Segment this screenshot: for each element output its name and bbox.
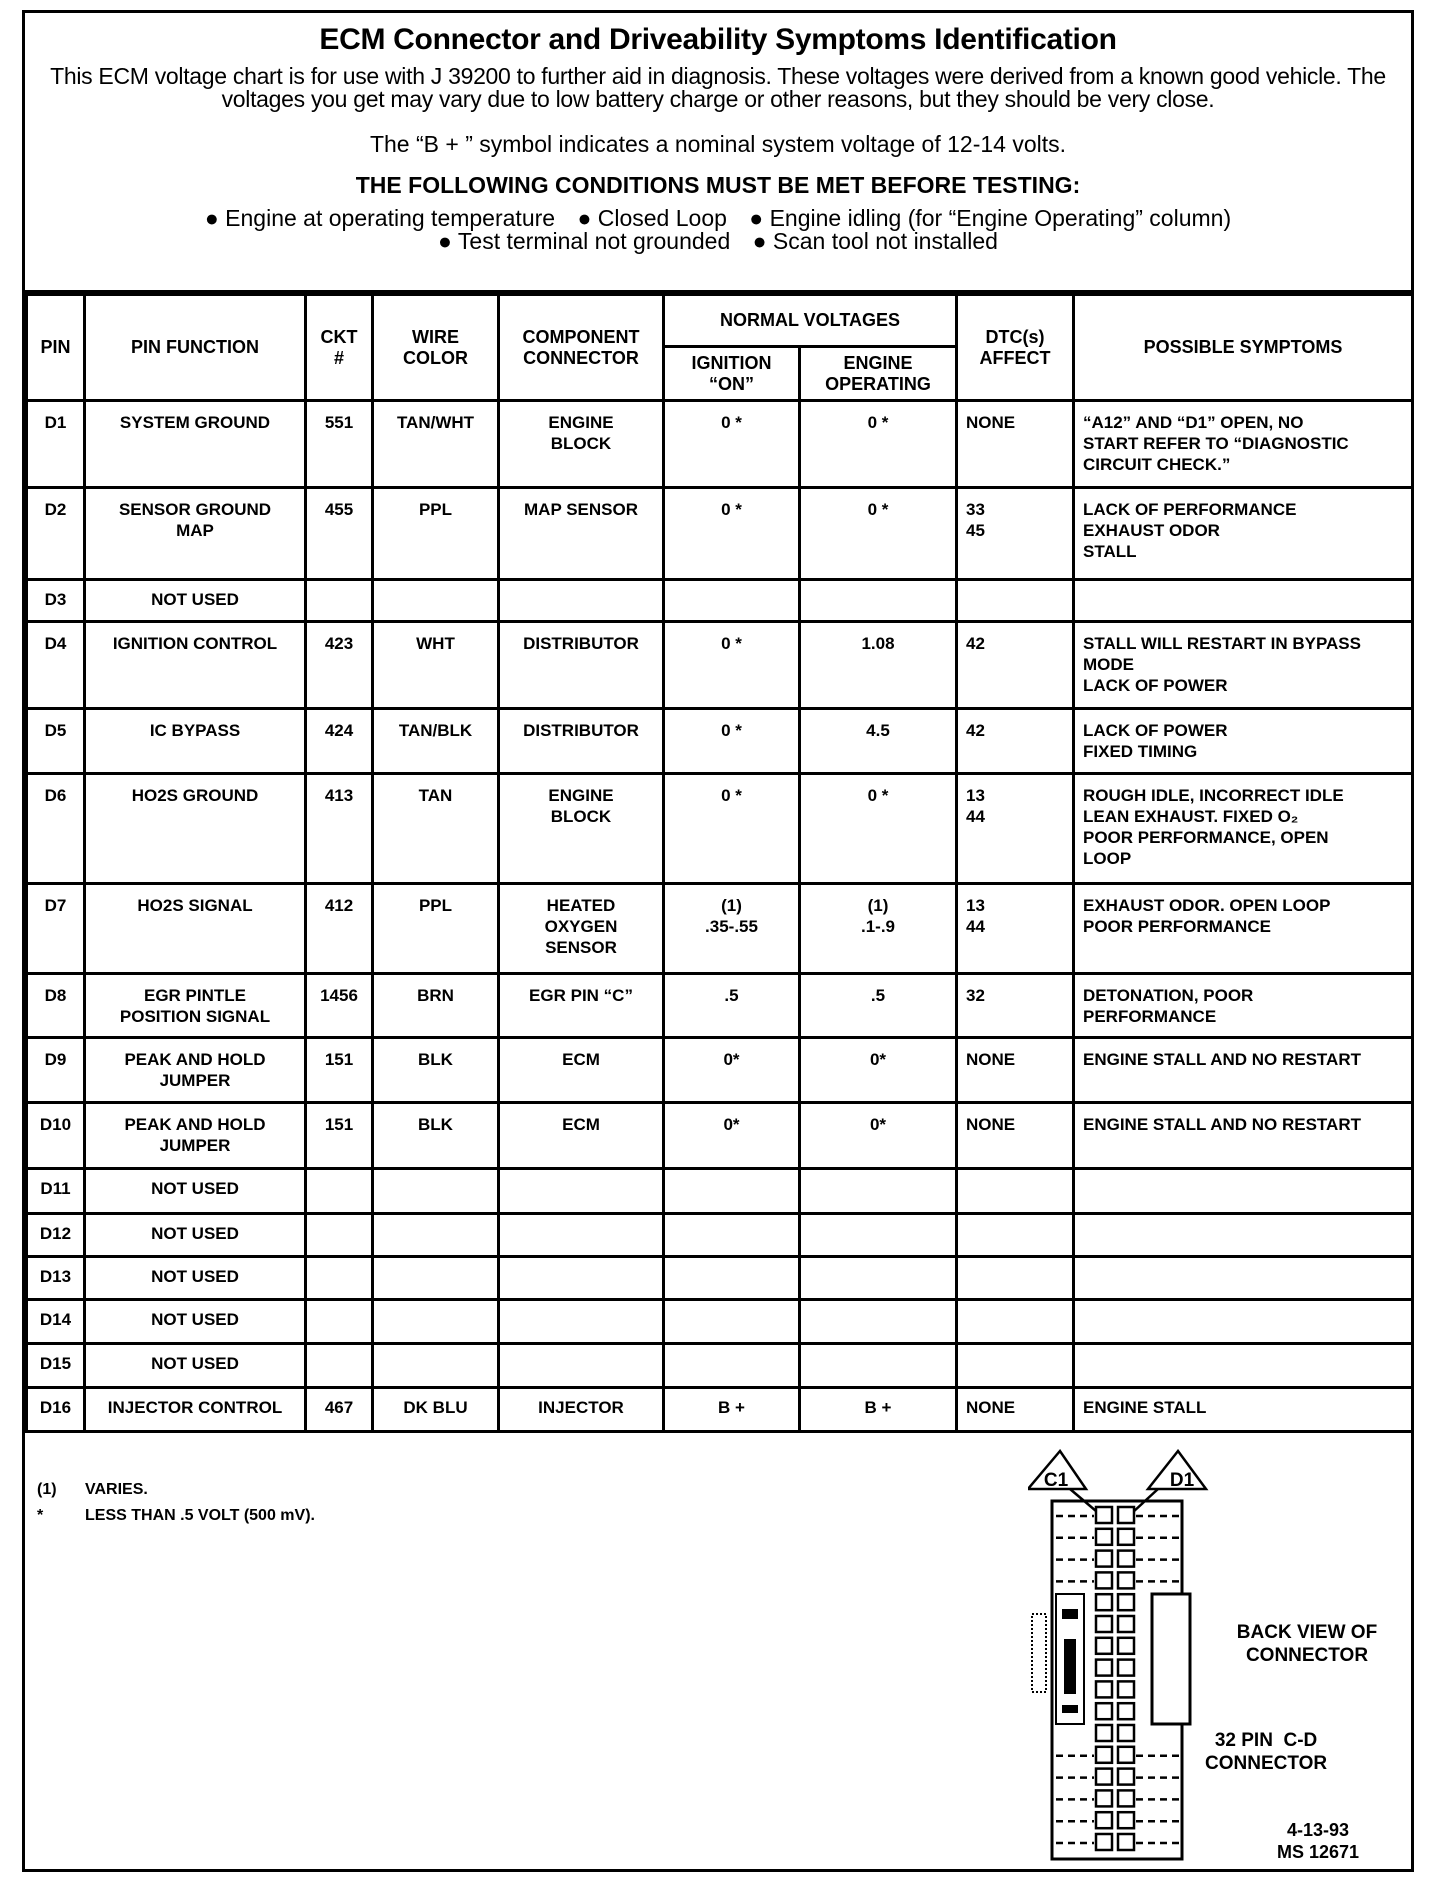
connector-back-view-diagram xyxy=(1028,1449,1228,1869)
cell-component: INJECTOR xyxy=(499,1388,664,1432)
cell-dtc xyxy=(957,1214,1074,1257)
cell-wire xyxy=(373,1257,499,1300)
cell-function: NOT USED xyxy=(85,580,306,622)
c-pin xyxy=(1096,1507,1112,1523)
cell-dtc: 32 xyxy=(957,974,1074,1038)
cell-dtc: NONE xyxy=(957,1103,1074,1169)
cell-symptoms xyxy=(1074,1344,1413,1388)
cell-dtc: NONE xyxy=(957,1038,1074,1103)
cell-ign: B + xyxy=(664,1388,800,1432)
c-pin xyxy=(1096,1572,1112,1588)
cell-eng xyxy=(800,1344,957,1388)
cell-function: NOT USED xyxy=(85,1300,306,1344)
ecm-chart-page xyxy=(22,10,1414,1872)
cell-ckt: 423 xyxy=(306,622,373,709)
intro-text: This ECM voltage chart is for use with J 39200 to further aid in diagnosis. These voltages were derived from a known good vehicle. The voltages you get may vary due to low battery charge or other reasons, but they should be very close. xyxy=(50,63,1386,112)
cell-dtc: 13 44 xyxy=(957,774,1074,884)
cell-ckt xyxy=(306,580,373,622)
cell-function: HO2S SIGNAL xyxy=(85,884,306,974)
cell-dtc: NONE xyxy=(957,401,1074,488)
cell-eng: 1.08 xyxy=(800,622,957,709)
table-row xyxy=(27,709,1413,774)
cell-eng: 0 * xyxy=(800,774,957,884)
c-pin xyxy=(1096,1834,1112,1850)
cell-pin: D7 xyxy=(27,884,85,974)
d-pin xyxy=(1118,1681,1134,1697)
condition-item: ● Engine at operating temperature xyxy=(204,205,556,231)
cell-symptoms: LACK OF POWER FIXED TIMING xyxy=(1074,709,1413,774)
cell-symptoms xyxy=(1074,580,1413,622)
cell-ckt xyxy=(306,1214,373,1257)
cell-eng: 0* xyxy=(800,1038,957,1103)
cell-pin: D1 xyxy=(27,401,85,488)
d-pin xyxy=(1118,1812,1134,1828)
cell-function: NOT USED xyxy=(85,1169,306,1214)
d-pin xyxy=(1118,1769,1134,1785)
cell-symptoms: ENGINE STALL AND NO RESTART xyxy=(1074,1103,1413,1169)
col-ignition-on: IGNITION “ON” xyxy=(664,347,800,401)
cell-function: IGNITION CONTROL xyxy=(85,622,306,709)
bplus-note: The “B + ” symbol indicates a nominal system voltage of 12-14 volts. xyxy=(369,131,1067,157)
cell-ign: .5 xyxy=(664,974,800,1038)
cell-pin: D14 xyxy=(27,1300,85,1344)
cell-eng xyxy=(800,1300,957,1344)
cell-wire: TAN/WHT xyxy=(373,401,499,488)
cell-pin: D2 xyxy=(27,488,85,580)
condition-item: ● Engine idling (for “Engine Operating” column) xyxy=(749,205,1232,231)
connector-side-block xyxy=(1152,1594,1190,1724)
d-pin xyxy=(1118,1725,1134,1741)
cell-wire xyxy=(373,1214,499,1257)
cell-ign xyxy=(664,1214,800,1257)
cell-pin: D3 xyxy=(27,580,85,622)
cell-ckt: 412 xyxy=(306,884,373,974)
cell-symptoms xyxy=(1074,1257,1413,1300)
cell-dtc xyxy=(957,1300,1074,1344)
cell-ckt xyxy=(306,1169,373,1214)
col-symptoms: POSSIBLE SYMPTOMS xyxy=(1074,295,1413,401)
cell-symptoms: “A12” AND “D1” OPEN, NO START REFER TO “DIAGNOSTIC CIRCUIT CHECK.” xyxy=(1074,401,1413,488)
cell-symptoms xyxy=(1074,1214,1413,1257)
cell-dtc: 33 45 xyxy=(957,488,1074,580)
cell-ign: (1) .35-.55 xyxy=(664,884,800,974)
c-pin xyxy=(1096,1529,1112,1545)
cell-ign: 0* xyxy=(664,1103,800,1169)
cell-pin: D11 xyxy=(27,1169,85,1214)
cell-function: PEAK AND HOLD JUMPER xyxy=(85,1038,306,1103)
cell-wire: BLK xyxy=(373,1038,499,1103)
cell-symptoms: LACK OF PERFORMANCE EXHAUST ODOR STALL xyxy=(1074,488,1413,580)
cell-function: IC BYPASS xyxy=(85,709,306,774)
cell-component: ENGINE BLOCK xyxy=(499,401,664,488)
cell-wire: WHT xyxy=(373,622,499,709)
pin-table xyxy=(25,293,1414,1433)
cell-function: NOT USED xyxy=(85,1214,306,1257)
cell-dtc xyxy=(957,580,1074,622)
cell-component xyxy=(499,580,664,622)
cell-ckt: 551 xyxy=(306,401,373,488)
diagram-date: 4-13-93 xyxy=(1287,1820,1350,1840)
c-pin xyxy=(1096,1769,1112,1785)
cell-function: NOT USED xyxy=(85,1257,306,1300)
cell-component: ECM xyxy=(499,1103,664,1169)
cell-ckt xyxy=(306,1257,373,1300)
cell-wire xyxy=(373,580,499,622)
cell-pin: D8 xyxy=(27,974,85,1038)
cell-component: DISTRIBUTOR xyxy=(499,622,664,709)
cell-dtc: NONE xyxy=(957,1388,1074,1432)
cell-component xyxy=(499,1344,664,1388)
cell-dtc xyxy=(957,1257,1074,1300)
cell-ckt: 151 xyxy=(306,1103,373,1169)
col-function: PIN FUNCTION xyxy=(85,295,306,401)
footer-section xyxy=(25,1429,1411,1869)
d1-label: D1 xyxy=(1169,1470,1195,1491)
c-pin xyxy=(1096,1790,1112,1806)
c-pin xyxy=(1096,1551,1112,1567)
cell-ign: 0 * xyxy=(664,488,800,580)
cell-wire: TAN xyxy=(373,774,499,884)
cell-ign: 0 * xyxy=(664,622,800,709)
table-row xyxy=(27,974,1413,1038)
cell-ign xyxy=(664,580,800,622)
d-pin xyxy=(1118,1572,1134,1588)
cell-wire: DK BLU xyxy=(373,1388,499,1432)
cell-eng xyxy=(800,1214,957,1257)
cell-ign xyxy=(664,1257,800,1300)
cell-component: HEATED OXYGEN SENSOR xyxy=(499,884,664,974)
cell-dtc: 42 xyxy=(957,622,1074,709)
cell-ign: 0* xyxy=(664,1038,800,1103)
d-pin xyxy=(1118,1507,1134,1523)
cell-component xyxy=(499,1257,664,1300)
page-title: ECM Connector and Driveability Symptoms Identification xyxy=(319,23,1117,56)
connector-lock-tab xyxy=(1032,1614,1046,1692)
table-row xyxy=(27,622,1413,709)
col-dtc: DTC(s) AFFECT xyxy=(957,295,1074,401)
cell-ign xyxy=(664,1344,800,1388)
d-pin xyxy=(1118,1834,1134,1850)
table-row xyxy=(27,488,1413,580)
c1-label: C1 xyxy=(1043,1470,1069,1491)
condition-item: ● Scan tool not installed xyxy=(752,228,998,254)
col-engine-operating: ENGINE OPERATING xyxy=(800,347,957,401)
d-pin xyxy=(1118,1638,1134,1654)
cell-function: EGR PINTLE POSITION SIGNAL xyxy=(85,974,306,1038)
conditions-heading: THE FOLLOWING CONDITIONS MUST BE MET BEFORE TESTING: xyxy=(355,172,1081,198)
cell-function: SYSTEM GROUND xyxy=(85,401,306,488)
cell-component: ECM xyxy=(499,1038,664,1103)
d-pin xyxy=(1118,1790,1134,1806)
cell-wire xyxy=(373,1344,499,1388)
condition-item: ● Test terminal not grounded xyxy=(438,228,731,254)
cell-symptoms: ENGINE STALL xyxy=(1074,1388,1413,1432)
d-pin xyxy=(1118,1747,1134,1763)
table-row xyxy=(27,580,1413,622)
cell-ckt: 1456 xyxy=(306,974,373,1038)
cell-eng xyxy=(800,1169,957,1214)
footnote-varies: (1) VARIES. xyxy=(37,1481,148,1498)
cell-eng xyxy=(800,580,957,622)
cell-wire: BRN xyxy=(373,974,499,1038)
c-pin xyxy=(1096,1594,1112,1610)
table-row xyxy=(27,1300,1413,1344)
cell-function: SENSOR GROUND MAP xyxy=(85,488,306,580)
cell-pin: D16 xyxy=(27,1388,85,1432)
condition-item: ● Closed Loop xyxy=(577,205,727,231)
table-row xyxy=(27,1257,1413,1300)
table-row xyxy=(27,1103,1413,1169)
conditions-line-2 xyxy=(25,230,1411,253)
cell-symptoms xyxy=(1074,1300,1413,1344)
d-pin xyxy=(1118,1551,1134,1567)
cell-ign xyxy=(664,1300,800,1344)
cell-wire: PPL xyxy=(373,884,499,974)
cell-eng: (1) .1-.9 xyxy=(800,884,957,974)
cell-wire: BLK xyxy=(373,1103,499,1169)
cell-dtc: 42 xyxy=(957,709,1074,774)
cell-symptoms xyxy=(1074,1169,1413,1214)
cell-eng: 0 * xyxy=(800,488,957,580)
c-pin xyxy=(1096,1725,1112,1741)
cell-pin: D15 xyxy=(27,1344,85,1388)
cell-symptoms: DETONATION, POOR PERFORMANCE xyxy=(1074,974,1413,1038)
d-pin xyxy=(1118,1703,1134,1719)
cell-ckt xyxy=(306,1344,373,1388)
table-row xyxy=(27,1344,1413,1388)
cell-eng: 4.5 xyxy=(800,709,957,774)
cell-wire: PPL xyxy=(373,488,499,580)
cell-dtc xyxy=(957,1169,1074,1214)
cell-eng: 0* xyxy=(800,1103,957,1169)
table-row xyxy=(27,1038,1413,1103)
cell-component: MAP SENSOR xyxy=(499,488,664,580)
cell-pin: D10 xyxy=(27,1103,85,1169)
col-ckt: CKT # xyxy=(306,295,373,401)
table-row xyxy=(27,884,1413,974)
cell-dtc xyxy=(957,1344,1074,1388)
table-row xyxy=(27,401,1413,488)
cell-pin: D5 xyxy=(27,709,85,774)
cell-eng: 0 * xyxy=(800,401,957,488)
cell-ckt: 151 xyxy=(306,1038,373,1103)
d-pin xyxy=(1118,1594,1134,1610)
cell-component xyxy=(499,1169,664,1214)
c-pin xyxy=(1096,1681,1112,1697)
c-pin xyxy=(1096,1660,1112,1676)
table-row xyxy=(27,1214,1413,1257)
col-component: COMPONENT CONNECTOR xyxy=(499,295,664,401)
col-wire: WIRE COLOR xyxy=(373,295,499,401)
d1-marker xyxy=(1132,1451,1206,1513)
cell-ckt: 413 xyxy=(306,774,373,884)
cell-pin: D12 xyxy=(27,1214,85,1257)
c-pin xyxy=(1096,1812,1112,1828)
cell-dtc: 13 44 xyxy=(957,884,1074,974)
c-pin xyxy=(1096,1703,1112,1719)
cell-eng: B + xyxy=(800,1388,957,1432)
cell-component: EGR PIN “C” xyxy=(499,974,664,1038)
cell-ign xyxy=(664,1169,800,1214)
cell-wire xyxy=(373,1300,499,1344)
table-row xyxy=(27,1388,1413,1432)
cell-ckt: 455 xyxy=(306,488,373,580)
cell-pin: D13 xyxy=(27,1257,85,1300)
cell-ign: 0 * xyxy=(664,774,800,884)
cell-ckt xyxy=(306,1300,373,1344)
footnote-asterisk: * LESS THAN .5 VOLT (500 mV). xyxy=(37,1507,315,1524)
cell-function: HO2S GROUND xyxy=(85,774,306,884)
cell-component xyxy=(499,1214,664,1257)
conditions-line-1 xyxy=(25,207,1411,230)
cell-function: PEAK AND HOLD JUMPER xyxy=(85,1103,306,1169)
cell-ign: 0 * xyxy=(664,709,800,774)
cell-eng xyxy=(800,1257,957,1300)
cell-wire: TAN/BLK xyxy=(373,709,499,774)
table-row xyxy=(27,774,1413,884)
table-row xyxy=(27,1169,1413,1214)
cell-symptoms: STALL WILL RESTART IN BYPASS MODE LACK OF POWER xyxy=(1074,622,1413,709)
c-pin xyxy=(1096,1616,1112,1632)
cell-ckt: 467 xyxy=(306,1388,373,1432)
header-section xyxy=(25,13,1411,293)
cell-wire xyxy=(373,1169,499,1214)
cell-function: NOT USED xyxy=(85,1344,306,1388)
diagram-caption-back-view: BACK VIEW OF CONNECTOR xyxy=(1236,1622,1378,1666)
cell-eng: .5 xyxy=(800,974,957,1038)
cell-function: INJECTOR CONTROL xyxy=(85,1388,306,1432)
cell-symptoms: ENGINE STALL AND NO RESTART xyxy=(1074,1038,1413,1103)
d-pin xyxy=(1118,1660,1134,1676)
cell-ign: 0 * xyxy=(664,401,800,488)
d-pin xyxy=(1118,1616,1134,1632)
cell-pin: D9 xyxy=(27,1038,85,1103)
diagram-ref-number: MS 12671 xyxy=(1277,1842,1360,1862)
cell-pin: D6 xyxy=(27,774,85,884)
cell-symptoms: EXHAUST ODOR. OPEN LOOP POOR PERFORMANCE xyxy=(1074,884,1413,974)
col-pin: PIN xyxy=(27,295,85,401)
c-pin xyxy=(1096,1747,1112,1763)
cell-component xyxy=(499,1300,664,1344)
cell-component: ENGINE BLOCK xyxy=(499,774,664,884)
c-pin xyxy=(1096,1638,1112,1654)
diagram-caption-pin-count: 32 PIN C-D CONNECTOR xyxy=(1205,1730,1328,1774)
col-normal-voltages: NORMAL VOLTAGES xyxy=(664,295,957,347)
cell-ckt: 424 xyxy=(306,709,373,774)
cell-symptoms: ROUGH IDLE, INCORRECT IDLE LEAN EXHAUST. FIXED O₂ POOR PERFORMANCE, OPEN LOOP xyxy=(1074,774,1413,884)
cell-pin: D4 xyxy=(27,622,85,709)
d-pin xyxy=(1118,1529,1134,1545)
cell-component: DISTRIBUTOR xyxy=(499,709,664,774)
